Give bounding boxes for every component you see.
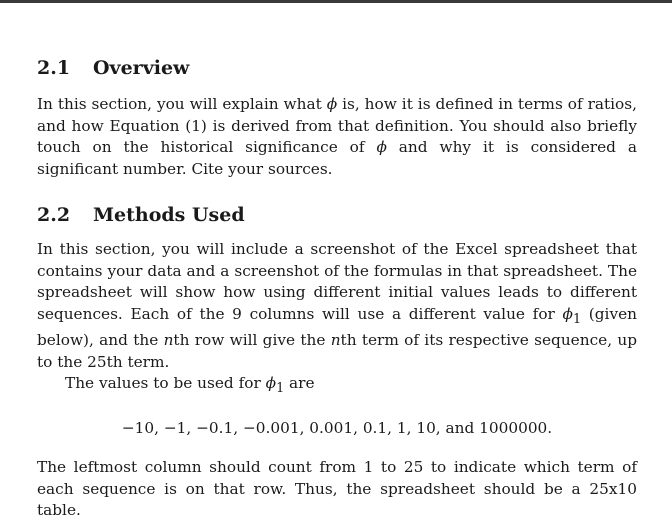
subscript: 1 (276, 381, 285, 397)
text-run: The values to be used for (65, 374, 266, 393)
overview-paragraph (37, 94, 637, 180)
text-run: and why it is considered a significant number. Cite your sources. (37, 138, 637, 178)
n-symbol: n (163, 331, 174, 350)
methods-paragraph-1 (37, 239, 637, 373)
section-title: Methods Used (93, 204, 245, 226)
section-title: Overview (93, 57, 190, 79)
text-run: th row will give the (173, 331, 331, 350)
text-run: In this section, you will explain what (37, 95, 327, 113)
initial-values-display: −10, −1, −0.1, −0.001, 0.001, 0.1, 1, 10, and 1000000. (121, 418, 553, 437)
text-run: is, how it is defined in terms of ratios, and how Equation (1) is derived from that definition. You should also briefly touch on the historical significance of (37, 95, 637, 156)
top-border (0, 0, 672, 3)
text-run: th term of its respective sequence, up to the 25th term. (37, 331, 637, 371)
phi-symbol: ϕ (326, 95, 338, 113)
phi-symbol: ϕ (265, 374, 277, 393)
section-heading-overview (37, 56, 637, 80)
text-run: (given below), and the (37, 304, 638, 350)
section-number: 2.2 (37, 204, 71, 226)
methods-paragraph-2 (37, 373, 637, 400)
subscript: 1 (572, 311, 582, 327)
section-number: 2.1 (37, 57, 71, 79)
methods-paragraph-3: The leftmost column should count from 1 to 25 to indicate which term of each sequence is on that row. Thus, the spreadsheet should be a 25x10 table. (37, 458, 637, 520)
n-symbol: n (330, 331, 341, 350)
phi-symbol: ϕ (376, 138, 387, 156)
phi-symbol: ϕ (562, 304, 573, 323)
text-run: In this section, you will include a screenshot of the Excel spreadsheet that contains your data and a screenshot of the formulas in that spreadsheet. The spreadsheet will show how using different initial values leads to different sequences. Each of the 9 columns will use a different value for (37, 240, 637, 323)
document-page (37, 56, 637, 522)
section-heading-methods (37, 203, 637, 227)
text-run: are (284, 374, 315, 393)
